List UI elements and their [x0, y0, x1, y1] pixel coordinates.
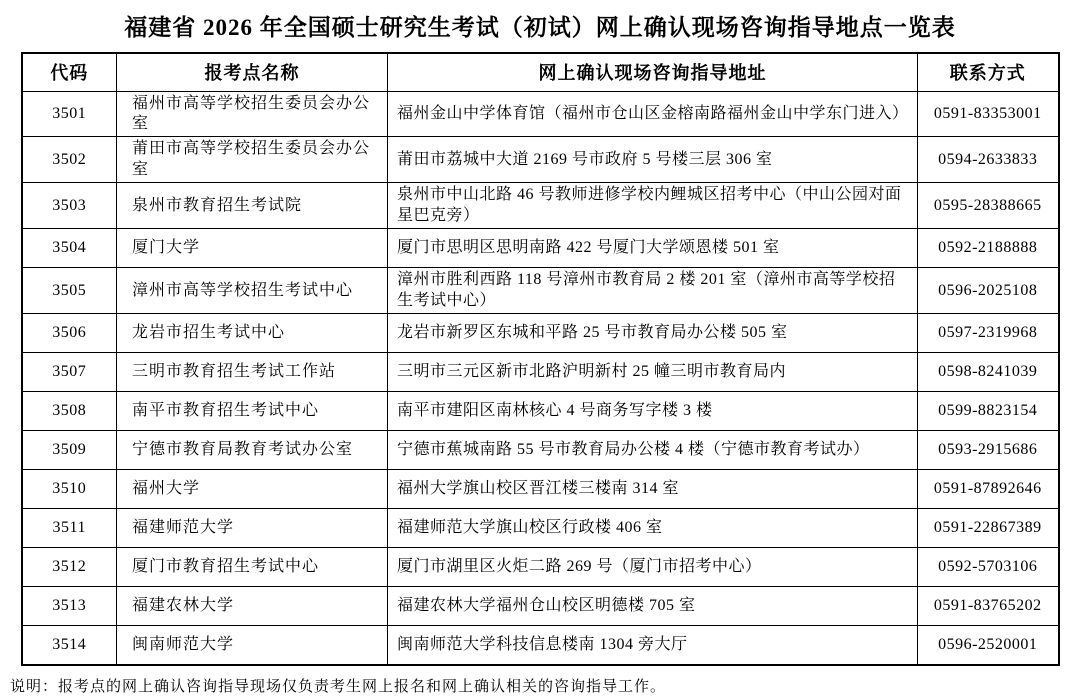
- phone-cell: 0596-2025108: [918, 268, 1059, 314]
- address-cell: 莆田市荔城中大道 2169 号市政府 5 号楼三层 306 室: [388, 137, 918, 183]
- address-cell: 福州大学旗山校区晋江楼三楼南 314 室: [388, 470, 918, 509]
- code-cell: 3502: [22, 137, 117, 183]
- phone-cell: 0597-2319968: [918, 314, 1059, 353]
- name-cell: 福州大学: [117, 470, 388, 509]
- table-row: [22, 314, 1059, 353]
- table-row: [22, 431, 1059, 470]
- name-cell: 福建师范大学: [117, 509, 388, 548]
- name-cell: 龙岩市招生考试中心: [117, 314, 388, 353]
- table-body: [22, 91, 1059, 665]
- footnote: 说明：报考点的网上确认咨询指导现场仅负责考生网上报名和网上确认相关的咨询指导工作。: [10, 678, 667, 695]
- code-cell: 3514: [22, 626, 117, 665]
- table-row: [22, 183, 1059, 229]
- phone-cell: 0591-83765202: [918, 587, 1059, 626]
- name-cell: 福州市高等学校招生委员会办公室: [117, 91, 388, 137]
- column-header-code: 代码: [22, 53, 117, 91]
- address-cell: 宁德市蕉城南路 55 号市教育局办公楼 4 楼（宁德市教育考试办）: [388, 431, 918, 470]
- phone-cell: 0591-83353001: [918, 91, 1059, 137]
- code-cell: 3507: [22, 353, 117, 392]
- code-cell: 3506: [22, 314, 117, 353]
- code-cell: 3504: [22, 229, 117, 268]
- table-row: [22, 229, 1059, 268]
- name-cell: 厦门大学: [117, 229, 388, 268]
- phone-cell: 0593-2915686: [918, 431, 1059, 470]
- address-cell: 福建农林大学福州仓山校区明德楼 705 室: [388, 587, 918, 626]
- name-cell: 泉州市教育招生考试院: [117, 183, 388, 229]
- address-cell: 厦门市思明区思明南路 422 号厦门大学颂恩楼 501 室: [388, 229, 918, 268]
- table-row: [22, 137, 1059, 183]
- address-cell: 南平市建阳区南林核心 4 号商务写字楼 3 楼: [388, 392, 918, 431]
- address-cell: 泉州市中山北路 46 号教师进修学校内鲤城区招考中心（中山公园对面星巴克旁）: [388, 183, 918, 229]
- table-row: [22, 509, 1059, 548]
- code-cell: 3510: [22, 470, 117, 509]
- column-header-address: 网上确认现场咨询指导地址: [388, 53, 918, 91]
- table-row: [22, 587, 1059, 626]
- table-row: [22, 268, 1059, 314]
- phone-cell: 0591-22867389: [918, 509, 1059, 548]
- phone-cell: 0599-8823154: [918, 392, 1059, 431]
- table-row: [22, 470, 1059, 509]
- code-cell: 3513: [22, 587, 117, 626]
- address-cell: 福州金山中学体育馆（福州市仓山区金榕南路福州金山中学东门进入）: [388, 91, 918, 137]
- phone-cell: 0592-5703106: [918, 548, 1059, 587]
- phone-cell: 0595-28388665: [918, 183, 1059, 229]
- address-cell: 厦门市湖里区火炬二路 269 号（厦门市招考中心）: [388, 548, 918, 587]
- table-row: [22, 548, 1059, 587]
- name-cell: 福建农林大学: [117, 587, 388, 626]
- name-cell: 三明市教育招生考试工作站: [117, 353, 388, 392]
- table-row: [22, 626, 1059, 665]
- phone-cell: 0594-2633833: [918, 137, 1059, 183]
- address-cell: 龙岩市新罗区东城和平路 25 号市教育局办公楼 505 室: [388, 314, 918, 353]
- code-cell: 3509: [22, 431, 117, 470]
- column-header-phone: 联系方式: [918, 53, 1059, 91]
- name-cell: 闽南师范大学: [117, 626, 388, 665]
- code-cell: 3508: [22, 392, 117, 431]
- table-row: [22, 91, 1059, 137]
- code-cell: 3505: [22, 268, 117, 314]
- locations-table: [21, 52, 1060, 666]
- header-row: [22, 53, 1059, 91]
- name-cell: 漳州市高等学校招生考试中心: [117, 268, 388, 314]
- name-cell: 南平市教育招生考试中心: [117, 392, 388, 431]
- name-cell: 莆田市高等学校招生委员会办公室: [117, 137, 388, 183]
- name-cell: 宁德市教育局教育考试办公室: [117, 431, 388, 470]
- address-cell: 漳州市胜利西路 118 号漳州市教育局 2 楼 201 室（漳州市高等学校招生考试中心）: [388, 268, 918, 314]
- code-cell: 3511: [22, 509, 117, 548]
- table-row: [22, 353, 1059, 392]
- name-cell: 厦门市教育招生考试中心: [117, 548, 388, 587]
- page-title: 福建省 2026 年全国硕士研究生考试（初试）网上确认现场咨询指导地点一览表: [124, 15, 956, 40]
- table-row: [22, 392, 1059, 431]
- address-cell: 福建师范大学旗山校区行政楼 406 室: [388, 509, 918, 548]
- address-cell: 闽南师范大学科技信息楼南 1304 旁大厅: [388, 626, 918, 665]
- phone-cell: 0598-8241039: [918, 353, 1059, 392]
- phone-cell: 0596-2520001: [918, 626, 1059, 665]
- code-cell: 3503: [22, 183, 117, 229]
- phone-cell: 0591-87892646: [918, 470, 1059, 509]
- phone-cell: 0592-2188888: [918, 229, 1059, 268]
- code-cell: 3512: [22, 548, 117, 587]
- column-header-name: 报考点名称: [117, 53, 388, 91]
- address-cell: 三明市三元区新市北路沪明新村 25 幢三明市教育局内: [388, 353, 918, 392]
- code-cell: 3501: [22, 91, 117, 137]
